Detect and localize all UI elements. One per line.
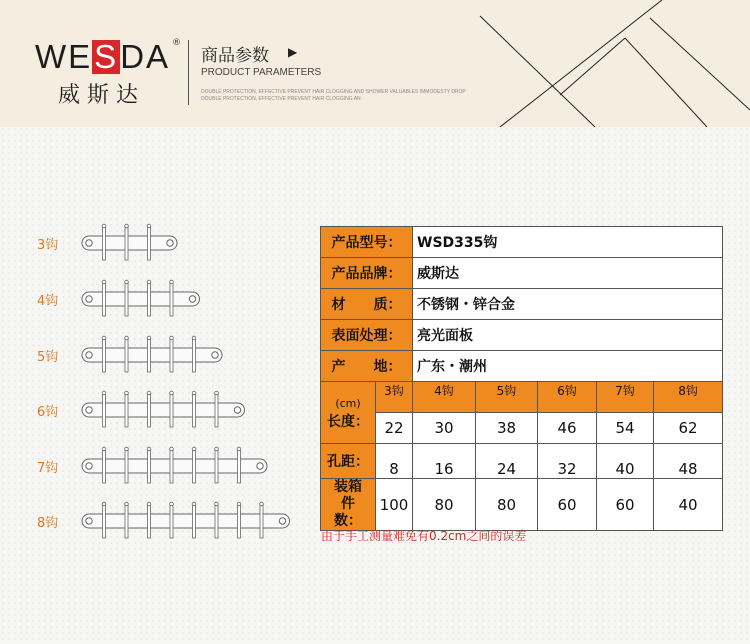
hook-rack-drawing [78,445,298,489]
brand-logo: WESDA [35,38,171,75]
carton-qty-value: 100 [376,479,413,531]
rack-plate [82,236,177,250]
spec-value: WSD335钩 [413,227,723,258]
length-row [321,413,723,444]
hook [102,502,106,538]
screw-hole [86,407,92,413]
screw-hole [86,518,92,524]
hole-distance-value: 48 [654,444,723,479]
hole-distance-value: 16 [413,444,476,479]
spec-key: 产品型号： [321,227,413,258]
hook [102,224,106,260]
hook [260,502,264,538]
hook [147,447,151,483]
product-label: 7钩 [37,461,59,476]
hook [237,447,241,483]
hole-distance-value: 8 [376,444,413,479]
hole-distance-value: 32 [538,444,597,479]
product-label: 6钩 [37,405,59,420]
product-label: 5钩 [37,350,59,365]
hook [170,280,174,316]
header-divider [188,40,189,105]
hook [237,502,241,538]
product-label: 4钩 [37,294,59,309]
brand-chinese-name: 威斯达 [58,83,146,108]
spec-value: 不锈钢・锌合金 [413,289,723,320]
hook [192,391,196,427]
hook [125,447,129,483]
hook-rack-drawing [78,389,298,433]
spec-key: 材 质： [321,289,413,320]
hook [192,502,196,538]
hook [170,447,174,483]
col-7-hooks: 7钩 [597,382,654,413]
hook [215,391,219,427]
rack-plate [82,403,245,417]
carton-qty-value: 60 [538,479,597,531]
hook-rack-drawing [78,500,298,544]
section-subtitle: PRODUCT PARAMETERS [201,67,322,78]
hook [125,391,129,427]
length-value: 30 [413,413,476,444]
hole-distance-label: 孔距： [321,444,376,479]
length-value: 46 [538,413,597,444]
length-value: 22 [376,413,413,444]
triangle-arrow-icon: ▶ [288,45,298,59]
spec-table [320,226,723,531]
size-header-row [321,382,723,413]
registered-mark: ® [172,38,181,48]
carton-qty-value: 80 [476,479,538,531]
screw-hole [212,352,218,358]
hook [102,280,106,316]
spec-value: 威斯达 [413,258,723,289]
hook [125,224,129,260]
measurement-note: 由于手工测量难免有0.2cm之间的误差 [321,529,527,543]
hook [215,502,219,538]
carton-qty-value: 80 [413,479,476,531]
screw-hole [86,463,92,469]
hole-distance-value: 24 [476,444,538,479]
hook [102,391,106,427]
tagline-line-2: DOUBLE PROTECTION, EFFECTIVE PREVENT HAIR CLOGGING AN [201,96,361,102]
hook [125,502,129,538]
hook [147,224,151,260]
hook [102,447,106,483]
length-label-cell [321,382,376,444]
hook [147,336,151,372]
header-banner [0,0,750,127]
hook [147,391,151,427]
col-5-hooks: 5钩 [476,382,538,413]
length-label: 长度： [327,413,369,430]
rack-plate [82,514,290,528]
hook-rack-drawing [78,334,298,378]
carton-qty-value: 60 [597,479,654,531]
hook [125,280,129,316]
carton-qty-value: 40 [654,479,723,531]
spec-key: 产 地： [321,351,413,382]
length-value: 38 [476,413,538,444]
screw-hole [86,352,92,358]
col-8-hooks: 8钩 [654,382,723,413]
unit-label: (cm) [335,396,361,410]
spec-row [321,320,723,351]
screw-hole [167,240,173,246]
section-title: 商品参数 [201,46,269,66]
product-label: 3钩 [37,238,59,253]
hook [102,336,106,372]
hook [147,502,151,538]
spec-key: 产品品牌： [321,258,413,289]
screw-hole [234,407,240,413]
product-label: 8钩 [37,516,59,531]
length-value: 62 [654,413,723,444]
spec-key: 表面处理： [321,320,413,351]
length-value: 54 [597,413,654,444]
hook [125,336,129,372]
rack-plate [82,292,200,306]
spec-row [321,258,723,289]
hook [170,391,174,427]
hook [215,447,219,483]
col-6-hooks: 6钩 [538,382,597,413]
screw-hole [257,463,263,469]
hook [192,447,196,483]
hook [170,336,174,372]
hook [170,502,174,538]
carton-qty-row [321,479,723,531]
hook [147,280,151,316]
carton-qty-label: 装箱件数： [321,479,376,531]
screw-hole [189,296,195,302]
spec-row [321,289,723,320]
tagline-line-1: DOUBLE PROTECTION, EFFECTIVE PREVENT HAIR CLOGGING AND SHOWER VALUABLES IMMODESTY DROP [201,89,466,95]
spec-row [321,227,723,258]
spec-value: 广东・潮州 [413,351,723,382]
hole-distance-row [321,444,723,479]
hook-rack-drawing [78,278,298,322]
spec-value: 亮光面板 [413,320,723,351]
hook [192,336,196,372]
hook-rack-drawing [78,222,298,266]
hole-distance-value: 40 [597,444,654,479]
screw-hole [279,518,285,524]
screw-hole [86,296,92,302]
col-4-hooks: 4钩 [413,382,476,413]
screw-hole [86,240,92,246]
col-3-hooks: 3钩 [376,382,413,413]
spec-row [321,351,723,382]
